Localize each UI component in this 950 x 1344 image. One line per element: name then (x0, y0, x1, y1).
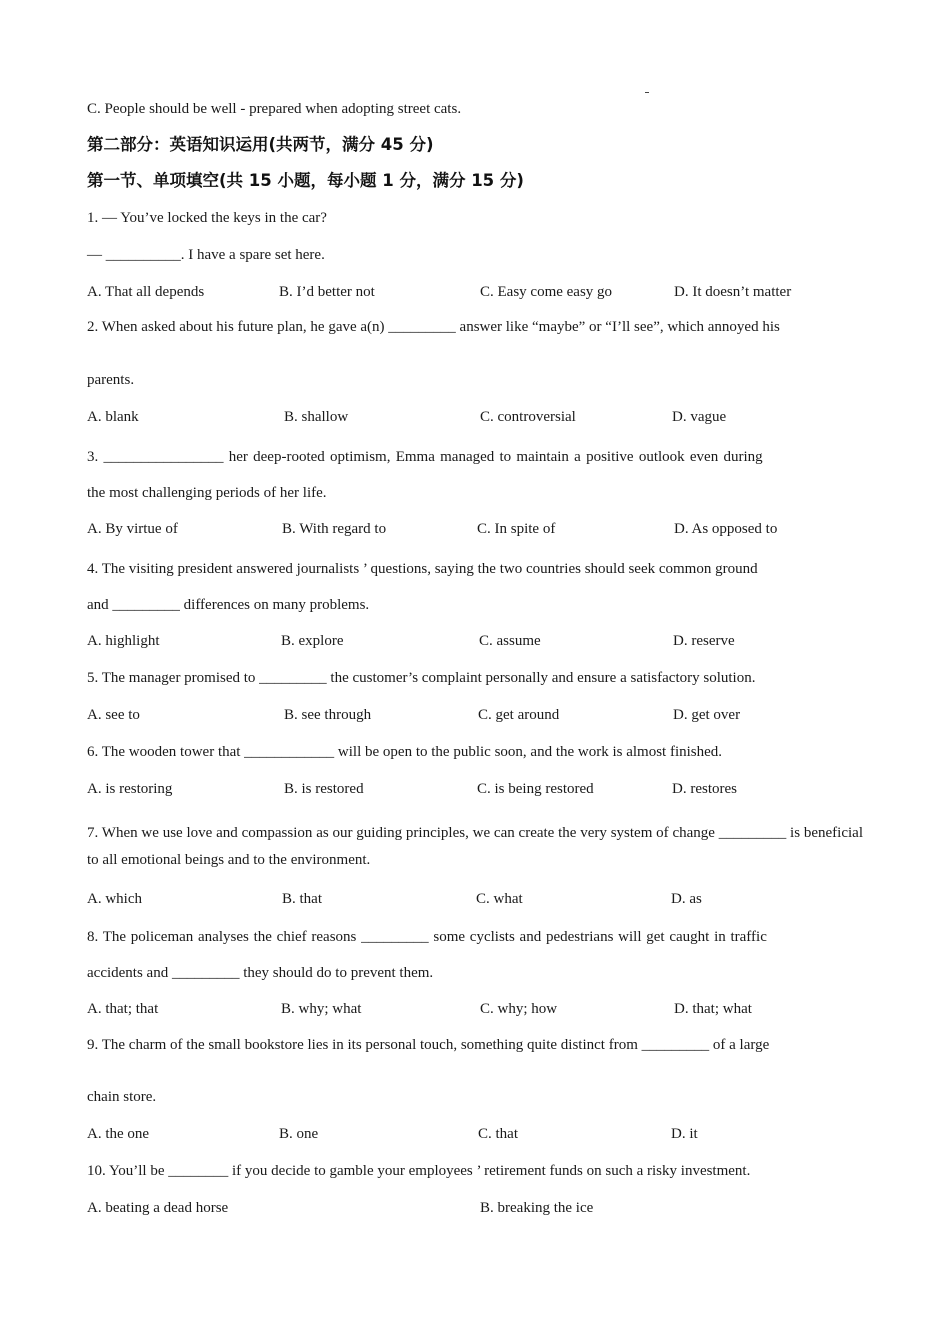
question-5-option-a: A. see to (87, 707, 140, 723)
question-9-option-b: B. one (279, 1126, 319, 1142)
question-7-stem: 7. When we use love and compassion as our guiding principles, we can create the very system of change _________ is beneficial to all emotional beings and to the environment. (87, 825, 863, 868)
question-6-option-b: B. is restored (284, 781, 364, 797)
question-3-option-b: B. With regard to (282, 521, 387, 537)
question-9-stem-continued: chain store. (87, 1089, 157, 1105)
question-8-stem-continued: accidents and _________ they should do to prevent them. (87, 965, 434, 981)
section-heading: 第二部分：英语知识运用(共两节，满分 45 分) (87, 135, 434, 154)
question-4-stem-continued: and _________ differences on many problems. (87, 597, 370, 613)
question-6-stem: 6. The wooden tower that ____________ will be open to the public soon, and the work is almost finished. (87, 744, 723, 760)
question-9-option-d: D. it (671, 1126, 698, 1142)
question-3-option-a: A. By virtue of (87, 521, 178, 537)
question-6-option-a: A. is restoring (87, 781, 173, 797)
question-2-option-c: C. controversial (480, 409, 576, 425)
stray-mark (645, 92, 649, 93)
question-2-option-a: A. blank (87, 409, 139, 425)
question-10-option-b: B. breaking the ice (480, 1200, 594, 1216)
question-5-option-b: B. see through (284, 707, 372, 723)
question-1-response: — __________. I have a spare set here. (87, 247, 325, 263)
question-6-option-c: C. is being restored (477, 781, 594, 797)
question-2-option-d: D. vague (672, 409, 727, 425)
question-1-option-c: C. Easy come easy go (480, 284, 613, 300)
question-1-option-a: A. That all depends (87, 284, 205, 300)
question-7-option-d: D. as (671, 891, 702, 907)
question-2-stem-continued: parents. (87, 372, 135, 388)
question-8-stem: 8. The policeman analyses the chief reasons _________ some cyclists and pedestrians will get caught in traffic (87, 929, 767, 945)
question-8-option-a: A. that; that (87, 1001, 159, 1017)
question-1-stem: 1. — You’ve locked the keys in the car? (87, 210, 327, 226)
question-2-stem: 2. When asked about his future plan, he gave a(n) _________ answer like “maybe” or “I’ll see”, which annoyed his (87, 319, 780, 335)
question-9-option-a: A. the one (87, 1126, 150, 1142)
question-3-stem-continued: the most challenging periods of her life. (87, 485, 327, 501)
previous-option-c: C. People should be well - prepared when adopting street cats. (87, 101, 462, 117)
question-5-option-c: C. get around (478, 707, 560, 723)
question-9-option-c: C. that (478, 1126, 518, 1142)
question-8-option-b: B. why; what (281, 1001, 362, 1017)
question-4-option-d: D. reserve (673, 633, 735, 649)
question-1-option-b: B. I’d better not (279, 284, 375, 300)
question-4-stem: 4. The visiting president answered journalists ’ questions, saying the two countries should seek common ground (87, 561, 758, 577)
question-8-option-c: C. why; how (480, 1001, 558, 1017)
question-10-option-a: A. beating a dead horse (87, 1200, 229, 1216)
question-3-option-d: D. As opposed to (674, 521, 778, 537)
question-10-stem: 10. You’ll be ________ if you decide to gamble your employees ’ retirement funds on such a risky investment. (87, 1163, 751, 1179)
question-2-option-b: B. shallow (284, 409, 349, 425)
question-5-option-d: D. get over (673, 707, 741, 723)
question-7-option-a: A. which (87, 891, 142, 907)
question-9-stem: 9. The charm of the small bookstore lies in its personal touch, something quite distinct from _________ of a large (87, 1037, 770, 1053)
question-7-option-c: C. what (476, 891, 523, 907)
question-4-option-c: C. assume (479, 633, 541, 649)
question-4-option-b: B. explore (281, 633, 344, 649)
subsection-heading: 第一节、单项填空(共 15 小题，每小题 1 分，满分 15 分) (87, 171, 524, 190)
question-7-option-b: B. that (282, 891, 322, 907)
question-5-stem: 5. The manager promised to _________ the customer’s complaint personally and ensure a satisfactory solution. (87, 670, 756, 686)
question-3-stem: 3. ________________ her deep-rooted optimism, Emma managed to maintain a positive outlook even during (87, 449, 763, 465)
question-8-option-d: D. that; what (674, 1001, 752, 1017)
question-6-option-d: D. restores (672, 781, 737, 797)
question-1-option-d: D. It doesn’t matter (674, 284, 792, 300)
question-4-option-a: A. highlight (87, 633, 160, 649)
question-3-option-c: C. In spite of (477, 521, 556, 537)
